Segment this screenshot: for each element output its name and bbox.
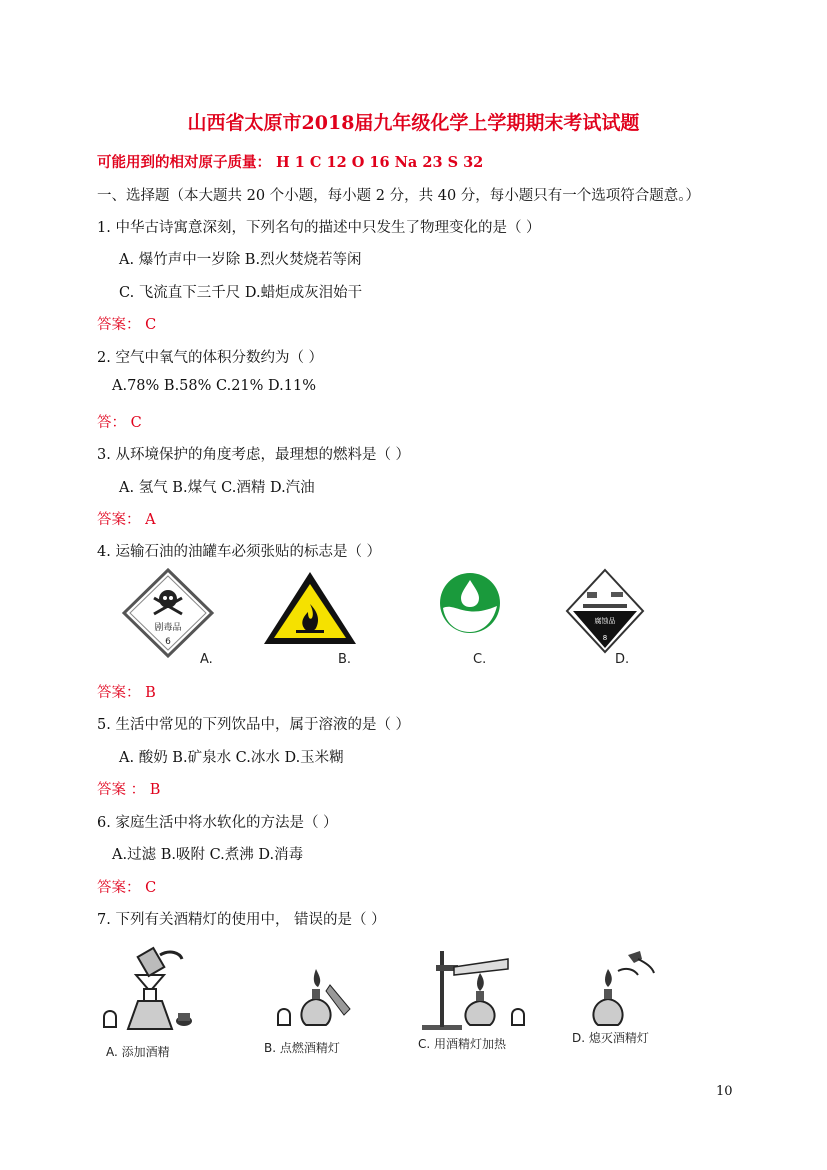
q2-options: A.78% B.58% C.21% D.11% [112,378,316,394]
sign-flammable [260,568,380,672]
sign-d-label: 腐蚀品 [594,617,616,625]
q5-stem: 5. 生活中常见的下列饮品中，属于溶液的是（ ） [97,717,411,733]
q4-answer: 答案： B [97,685,156,701]
lamp-a [98,945,228,1060]
water-drop-icon [435,568,505,638]
q6-options: A.过滤 B.吸附 C.煮沸 D.消毒 [112,847,304,863]
flame-warning-icon [260,568,360,648]
caption-d: D. [615,652,630,667]
caption-a: A. [200,652,213,667]
sign-toxic [120,568,240,672]
q3-options: A. 氢气 B.煤气 C.酒精 D.汽油 [119,480,315,496]
lamp-d [568,945,698,1060]
lamp-c [408,945,538,1060]
q7-stem: 7. 下列有关酒精灯的使用中， 错误的是（ ） [97,912,386,928]
q6-stem: 6. 家庭生活中将水软化的方法是（ ） [97,815,338,831]
caption-b: B. [338,652,352,667]
lighting-lamp-icon [258,945,368,1035]
q3-answer: 答案： A [97,512,156,528]
caption-c: C. [473,652,487,667]
section-heading: 一、选择题（本大题共 20 个小题，每小题 2 分，共 40 分，每小题只有一个选项符合题意。） [97,188,701,204]
q1-options-2: C. 飞流直下三千尺 D.蜡炬成灰泪始干 [119,285,363,301]
q3-stem: 3. 从环境保护的角度考虑，最理想的燃料是（ ） [97,447,411,463]
q6-answer: 答案： C [97,880,157,896]
lamp-b [258,945,388,1060]
sign-a-label: 剧毒品 [154,623,182,633]
q5-options: A. 酸奶 B.矿泉水 C.冰水 D.玉米糊 [119,750,344,766]
extinguish-lamp-icon [568,945,678,1035]
q1-stem: 1. 中华古诗寓意深刻，下列名句的描述中只发生了物理变化的是（ ） [97,220,541,236]
skull-crossbones-icon [120,568,216,658]
page-number: 10 [716,1084,733,1099]
caption-lamp-a: A. 添加酒精 [106,1045,170,1059]
q5-answer: 答案 ： B [97,782,161,798]
q2-stem: 2. 空气中氧气的体积分数约为（ ） [97,350,324,366]
sign-a-number: 6 [165,637,171,647]
q2-answer: 答： C [97,415,142,431]
q1-options-1: A. 爆竹声中一岁除 B.烈火焚烧若等闲 [119,252,362,268]
hazard-signs-row [110,568,670,672]
document-title: 山西省太原市2018届九年级化学上学期期末考试试题 [187,112,640,134]
sign-water-saving [435,568,555,672]
heating-apparatus-icon [408,945,538,1035]
q4-stem: 4. 运输石油的油罐车必须张贴的标志是（ ） [97,544,382,560]
corrosive-icon [565,568,645,654]
atomic-masses: 可能用到的相对原子质量： H 1 C 12 O 16 Na 23 S 32 [97,154,484,171]
caption-lamp-c: C. 用酒精灯加热 [418,1037,507,1051]
q1-answer: 答案： C [97,317,157,333]
sign-d-number: 8 [602,634,608,642]
sign-corrosive [565,568,685,672]
caption-lamp-d: D. 熄灭酒精灯 [572,1031,649,1045]
alcohol-lamp-row [98,945,678,1065]
adding-alcohol-icon [98,945,228,1035]
caption-lamp-b: B. 点燃酒精灯 [264,1041,340,1055]
